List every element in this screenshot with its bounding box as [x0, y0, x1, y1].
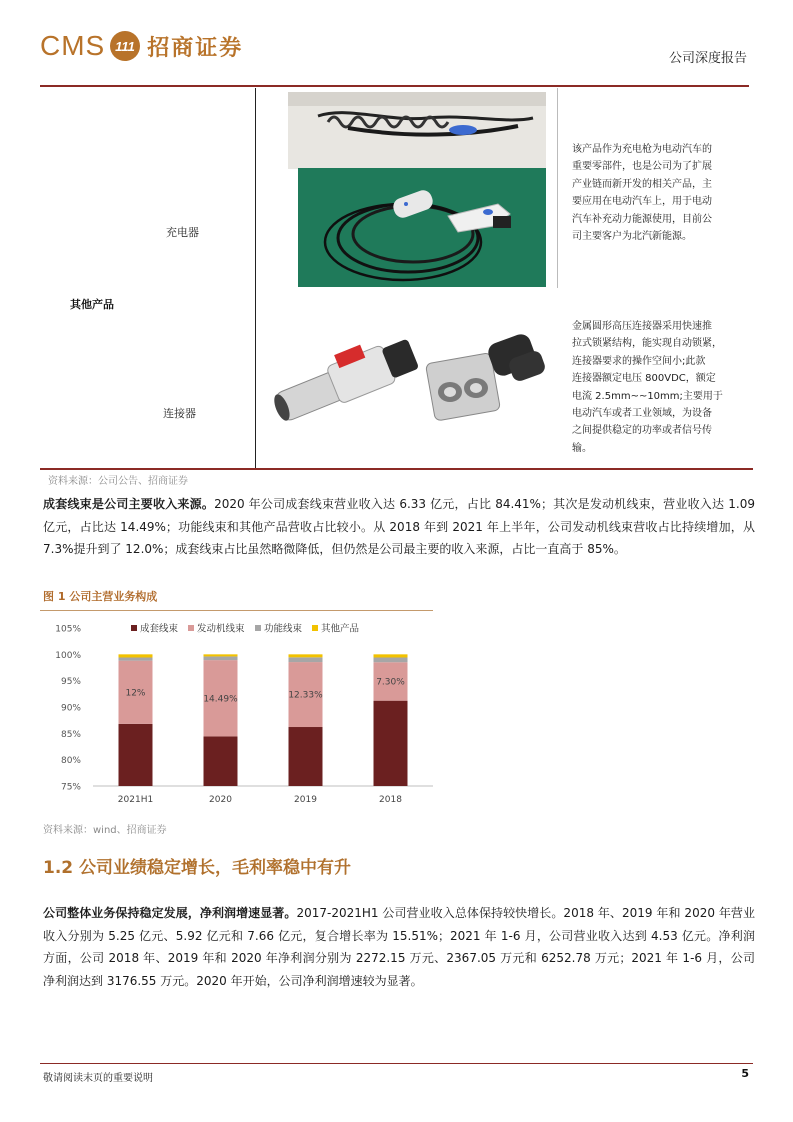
x-tick-label: 2020 — [209, 795, 232, 805]
data-label: 14.49% — [203, 694, 238, 705]
paragraph-body: 2017-2021H1 公司营业收入总体保持较快增长。2018 年、2019 年和 2020 年营业收入分别为 5.25 亿元、5.92 亿元和 7.66 亿元，复合增长率为 15.51%；2021 年 1-6 月，公司营业收入达到 4.53 亿元。净利润方面，公司 2018 年、2019 年和 2020 年净利润分别为 2272.15 万元、2367.05 万元和 6252.78 万元；2021 年 1-6 月，公司净利润达到 3176.55 万元。2020 年开始，公司净利润增速较为显著。 — [43, 906, 755, 988]
footer-divider — [40, 1063, 753, 1064]
connector-desc-line: 电流 2.5mm~~10mm;主要用于 — [572, 390, 723, 402]
charger-desc-line: 要应用在电动汽车上，用于电动 — [572, 196, 712, 208]
page-number: 5 — [741, 1067, 749, 1080]
y-tick-label: 95% — [60, 677, 81, 688]
bar-segment — [204, 654, 238, 656]
charger-desc-line: 汽车补充动力能源使用，目前公 — [572, 213, 712, 225]
chart-svg — [43, 612, 443, 818]
bar-segment — [374, 657, 408, 662]
connector-desc-line: 输。 — [572, 442, 592, 454]
bar-segment — [289, 727, 323, 786]
product-category-other: 其他产品 — [70, 298, 114, 311]
bar-segment — [289, 654, 323, 657]
charger-desc-line: 司主要客户为北汽新能源。 — [572, 231, 692, 243]
paragraph-revenue-structure — [43, 493, 755, 561]
bar-segment — [204, 656, 238, 660]
x-tick-label: 2021H1 — [117, 795, 154, 805]
bar-segment — [119, 654, 153, 657]
connector-desc-line: 电动汽车或者工业领域，为设备 — [572, 408, 712, 420]
table-bottom-rule — [40, 468, 753, 470]
y-tick-label: 80% — [60, 756, 81, 767]
connector-desc-line: 拉式锁紧结构，能实现自动锁紧， — [572, 338, 722, 350]
data-label: 7.30% — [376, 677, 405, 688]
paragraph-lead: 成套线束是公司主要收入来源。 — [43, 497, 215, 511]
product-label-connector: 连接器 — [163, 407, 196, 420]
charger-desc-line: 该产品作为充电枪为电动汽车的 — [572, 144, 712, 155]
bar-segment — [119, 657, 153, 660]
paragraph-lead: 公司整体业务保持稳定发展，净利润增速显著。 — [43, 906, 297, 920]
bar-segment — [374, 654, 408, 657]
product-desc-charger — [572, 141, 754, 245]
product-desc-connector — [572, 318, 754, 457]
bar-segment — [289, 657, 323, 662]
data-label: 12% — [125, 688, 146, 699]
footer-note: 敬请阅读末页的重要说明 — [43, 1073, 153, 1084]
bar-segment — [119, 724, 153, 786]
legend-swatch — [188, 625, 194, 631]
product-label-charger: 充电器 — [166, 226, 199, 239]
table-divider-left — [255, 88, 256, 468]
x-tick-label: 2018 — [379, 795, 402, 805]
charger-cable-photo-top — [288, 92, 546, 169]
figure-title: 图 1 公司主营业务构成 — [43, 590, 158, 603]
figure-title-rule — [40, 610, 433, 611]
company-logo — [40, 26, 243, 66]
connector-desc-line: 连接器额定电压 800VDC，额定 — [572, 373, 716, 385]
paragraph-body: 2020 年公司成套线束营业收入达 6.33 亿元，占比 84.41%；其次是发动机线束，营业收入达 1.09 亿元，占比达 14.49%；功能线束和其他产品营收占比较小。从 2018 年到 2021 年上半年，公司发动机线束营收占比持续增加，从 7.3%提升到了 12.0%；成套线束占比虽然略微降低，但仍然是公司最主要的收入来源，占比一直高于 85%。 — [43, 497, 755, 556]
legend-label: 其他产品 — [321, 623, 360, 635]
connector-desc-line: 金属圆形高压连接器采用快速推 — [572, 321, 712, 332]
y-tick-label: 85% — [60, 729, 81, 740]
section-title: 1.2 公司业绩稳定增长，毛利率稳中有升 — [43, 858, 352, 878]
header-divider — [40, 85, 749, 87]
legend-label: 功能线束 — [264, 623, 303, 635]
legend-label: 发动机线束 — [197, 623, 245, 635]
charger-desc-line: 产业链而新开发的相关产品，主 — [572, 178, 712, 190]
legend-swatch — [255, 625, 261, 631]
paragraph-performance — [43, 902, 755, 992]
logo-chinese: 招商证券 — [147, 34, 244, 61]
table-source: 资料来源：公司公告、招商证券 — [48, 476, 188, 487]
legend-swatch — [312, 625, 318, 631]
connector-desc-line: 之间提供稳定的功率或者信号传 — [572, 425, 712, 437]
bar-segment — [374, 701, 408, 786]
y-tick-label: 75% — [60, 782, 81, 793]
figure-source: 资料来源：wind、招商证券 — [43, 825, 167, 836]
logo-badge-icon — [109, 30, 141, 62]
bar-segment — [204, 736, 238, 786]
y-tick-label: 100% — [55, 650, 81, 661]
x-tick-label: 2019 — [294, 795, 317, 805]
y-tick-label: 90% — [60, 703, 81, 714]
logo-badge-text: 111 — [115, 39, 136, 54]
data-label: 12.33% — [288, 690, 323, 701]
logo-latin: CMS — [40, 30, 106, 61]
charger-gun-photo — [298, 168, 546, 287]
legend-label: 成套线束 — [140, 623, 179, 635]
connector-desc-line: 连接器要求的操作空间小;此款 — [572, 355, 706, 367]
table-divider-right — [557, 88, 558, 288]
charger-desc-line: 重要零部件，也是公司为了扩展 — [572, 161, 712, 173]
revenue-structure-chart — [43, 612, 443, 818]
connector-photo — [262, 320, 555, 430]
report-type: 公司深度报告 — [668, 51, 747, 66]
legend-swatch — [131, 625, 137, 631]
y-tick-label: 105% — [55, 624, 81, 635]
